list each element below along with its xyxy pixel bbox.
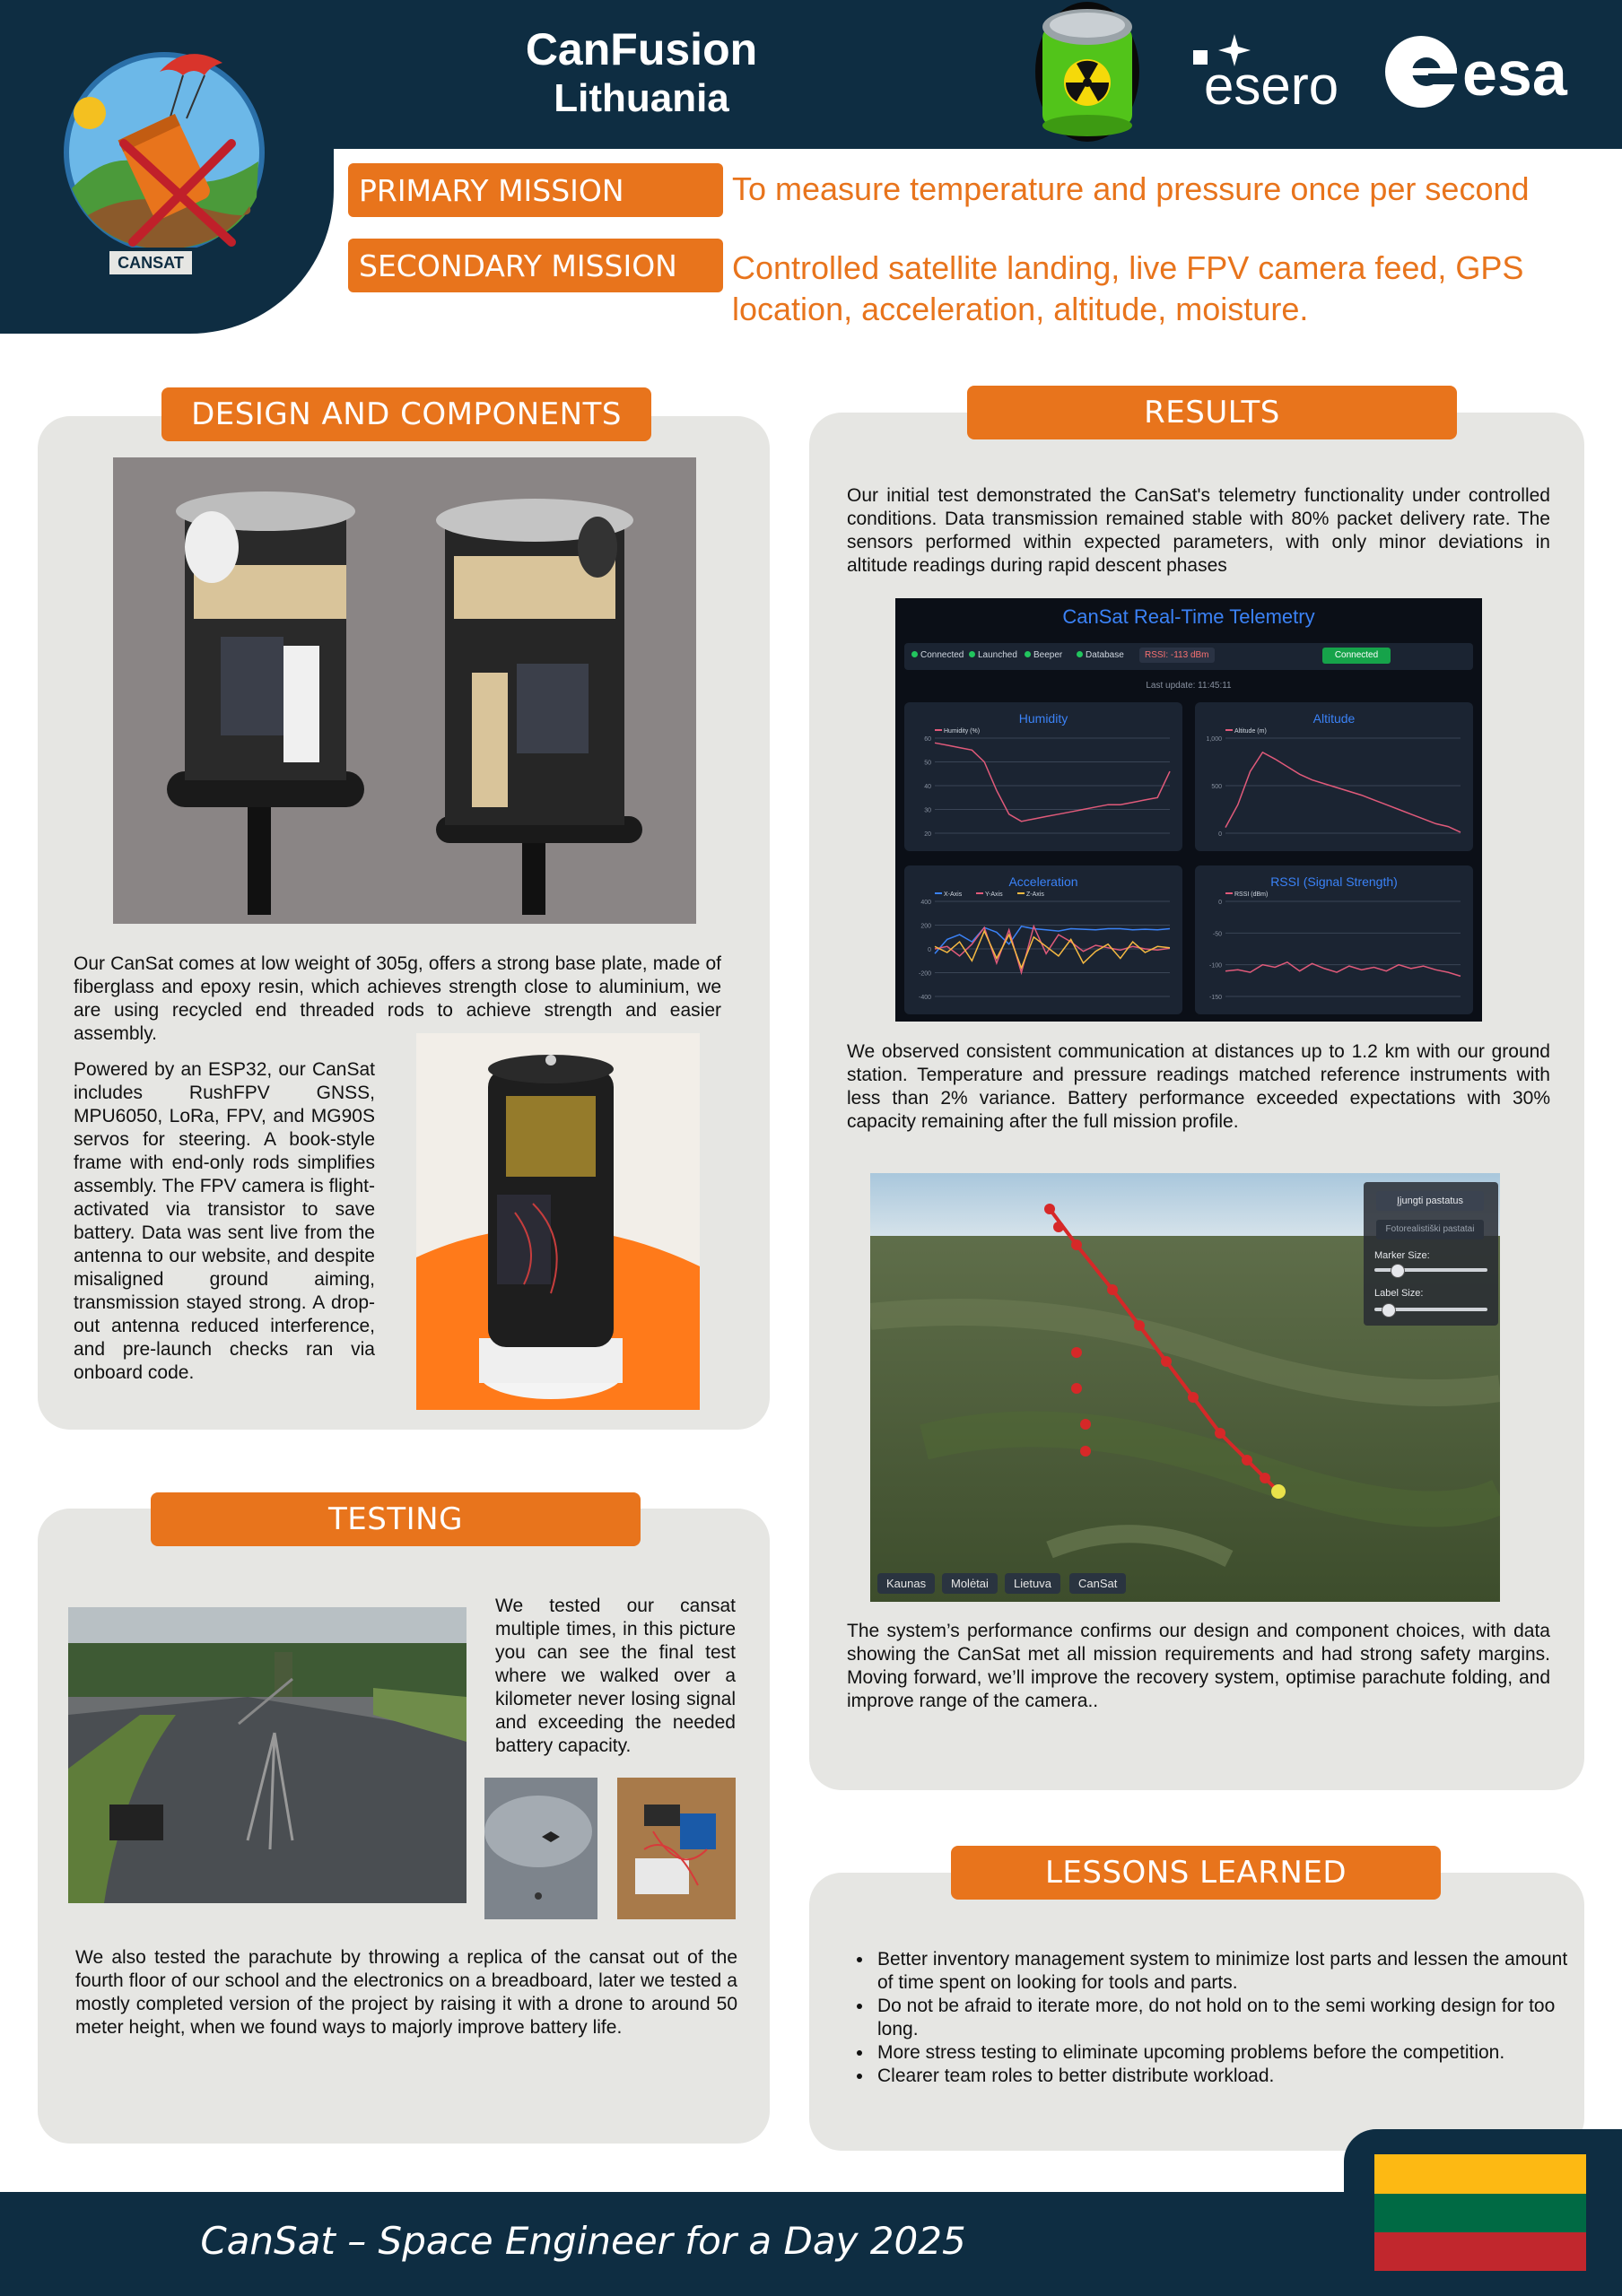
status-dot-icon [911, 651, 918, 657]
status-connected [911, 650, 964, 660]
render-left [167, 491, 364, 915]
status-launched-label: Launched [978, 650, 1017, 660]
acceleration-chart-title: Acceleration [1008, 874, 1078, 889]
title-line-2: Lithuania [554, 76, 729, 120]
flag-red-stripe [1374, 2232, 1586, 2271]
enable-buildings-button[interactable]: Įjungti pastatus [1376, 1191, 1484, 1211]
marker-size-label: Marker Size: [1374, 1250, 1430, 1261]
telemetry-dashboard [895, 598, 1482, 1022]
radioactive-can-icon [1033, 0, 1141, 144]
field-test-photo [68, 1607, 467, 1903]
label-size-slider[interactable] [1374, 1308, 1487, 1311]
humidity-chart-title: Humidity [1018, 711, 1068, 726]
map-tag-kaunas[interactable]: Kaunas [877, 1573, 935, 1594]
design-paragraph-2: Powered by an ESP32, our CanSat includes RushFPV GNSS, MPU6050, LoRa, FPV, and MG90S servos for steering. A book-style frame with end-only rods simplifies assembly. The FPV camera is flight-activated via transistor to save battery. Data was sent live from the antenna to our website, and despite misaligned ground aiming, transmission stayed strong. A drop-out antenna reduced interference, and pre-launch checks ran via onboard code. [74, 1059, 375, 1383]
y-tick-label: -100 [1208, 962, 1222, 970]
status-beeper [1025, 650, 1062, 660]
esa-logo [1382, 32, 1570, 113]
secondary-mission-line-2: location, acceleration, altitude, moisture. [732, 291, 1309, 327]
y-tick-label: -150 [1208, 995, 1222, 1001]
primary-mission-label: PRIMARY MISSION [348, 163, 723, 217]
y-tick-label: 1,000 [1206, 736, 1222, 743]
lesson-item: • Better inventory management system to minimize lost parts and lessen the amount of time spent on looking for tools and parts. [874, 1948, 1575, 1995]
status-connected-label: Connected [920, 650, 964, 660]
status-database [1077, 650, 1124, 660]
label-size-slider-thumb[interactable] [1382, 1303, 1396, 1318]
status-dot-icon [1077, 651, 1083, 657]
results-paragraph-2: We observed consistent communication at distances up to 1.2 km with our ground station. Temperature and pressure readings matched reference instruments with less than 2% variance. Battery performance exceeded expectations with 30% capacity remaining after the full mission profile. [847, 1041, 1550, 1132]
humidity-chart-card [904, 702, 1182, 851]
status-launched [969, 650, 1017, 660]
flag-green-stripe [1374, 2194, 1586, 2232]
y-tick-label: 50 [924, 760, 931, 767]
render-right [436, 499, 642, 915]
series-line [935, 926, 1170, 973]
label-size-label: Label Size: [1374, 1288, 1424, 1299]
lesson-item: • More stress testing to eliminate upcoming problems before the competition. [874, 2041, 1575, 2065]
drone-test-photo [484, 1778, 597, 1919]
lithuania-flag [1374, 2154, 1586, 2271]
cansat-assembled-photo [416, 1033, 700, 1410]
rssi-chart-title: RSSI (Signal Strength) [1270, 874, 1398, 889]
y-tick-label: -200 [918, 970, 931, 978]
primary-mission-text: To measure temperature and pressure once per second [732, 170, 1530, 207]
breadboard-test-photo [617, 1778, 736, 1919]
map-tag-moletai[interactable]: Molėtai [942, 1573, 998, 1594]
legend-label: Z-Axis [1026, 891, 1044, 898]
photorealistic-buildings-option[interactable]: Fotorealistiški pastatai [1376, 1220, 1484, 1239]
connected-button[interactable]: Connected [1322, 648, 1391, 664]
esero-logo [1191, 27, 1362, 117]
testing-paragraph-1: We tested our cansat multiple times, in this picture you can see the final test where we walked over a kilometer never losing signal and exceeding the needed battery capacity. [495, 1596, 736, 1756]
status-beeper-label: Beeper [1033, 650, 1063, 660]
cansat-logo [52, 36, 276, 287]
rssi-chart-card [1195, 865, 1473, 1014]
legend-label: X-Axis [944, 891, 963, 898]
testing-title: TESTING [151, 1492, 641, 1546]
esa-text: esa [1462, 39, 1567, 109]
rssi-readout: RSSI: -113 dBm [1139, 648, 1215, 663]
page-title [467, 23, 816, 122]
testing-paragraph-2: We also tested the parachute by throwing a replica of the cansat out of the fourth floor of our school and the electronics on a breadboard, later we tested a mostly completed version of the project by raising it with a drone to around 50 meter height, when we found ways to majorly improve battery life. [75, 1947, 737, 2038]
map-tag-cansat[interactable]: CanSat [1069, 1573, 1126, 1594]
telemetry-status-bar [904, 643, 1473, 670]
design-title: DESIGN AND COMPONENTS [161, 387, 651, 441]
y-tick-label: 400 [920, 900, 931, 906]
y-tick-label: -50 [1212, 931, 1222, 938]
y-tick-label: 500 [1211, 784, 1222, 790]
lesson-item: • Clearer team roles to better distribute workload. [874, 2065, 1575, 2088]
y-tick-label: 0 [1218, 900, 1222, 906]
telemetry-title: CanSat Real-Time Telemetry [1062, 605, 1315, 628]
acceleration-chart-card [904, 865, 1182, 1014]
series-line [1225, 752, 1461, 832]
y-tick-label: 200 [920, 923, 931, 930]
last-update: Last update: 11:45:11 [1146, 681, 1232, 691]
legend-label: Humidity (%) [944, 728, 981, 735]
lesson-item: • Do not be afraid to iterate more, do not hold on to the semi working design for too long. [874, 1995, 1575, 2041]
results-title: RESULTS [967, 386, 1457, 439]
title-line-1: CanFusion [525, 24, 758, 74]
y-tick-label: 0 [928, 947, 931, 953]
y-tick-label: 0 [1218, 831, 1222, 838]
results-paragraph-3: The system’s performance confirms our design and component choices, with data showing the CanSat met all mission requirements and had strong safety margins. Moving forward, we’ll improve the recovery system, optimise parachute folding, and improve range of the camera.. [847, 1621, 1550, 1711]
secondary-mission-text [732, 248, 1523, 330]
legend-label: Altitude (m) [1234, 728, 1267, 735]
altitude-chart-title: Altitude [1312, 711, 1356, 726]
cansat-render-image [113, 457, 696, 924]
lessons-list [849, 1948, 1575, 2088]
status-dot-icon [1025, 651, 1031, 657]
footer-text: CanSat – Space Engineer for a Day 2025 [200, 2219, 966, 2263]
flag-yellow-stripe [1374, 2154, 1586, 2194]
marker-size-slider[interactable] [1374, 1268, 1487, 1272]
series-line [935, 926, 1170, 954]
map-tag-lietuva[interactable]: Lietuva [1005, 1573, 1060, 1594]
map-control-panel [1364, 1182, 1498, 1326]
status-dot-icon [969, 651, 975, 657]
design-paragraph-1: Our CanSat comes at low weight of 305g, offers a strong base plate, made of fiberglass and epoxy resin, which achieves strength close to aluminium, we are using recycled end threaded rods to achieve strength and easier assembly. [74, 953, 721, 1044]
altitude-chart-card [1195, 702, 1473, 851]
results-paragraph-1: Our initial test demonstrated the CanSat's telemetry functionality under controlled conditions. Data transmission remained stable with 80% packet delivery rate. The sensors performed within expected parameters, with only minor deviations in altitude readings during rapid descent phases [847, 485, 1550, 576]
y-tick-label: 60 [924, 736, 931, 743]
secondary-mission-label: SECONDARY MISSION [348, 239, 723, 292]
legend-label: RSSI (dBm) [1234, 891, 1269, 898]
y-tick-label: -400 [918, 995, 931, 1001]
esero-text: esero [1204, 56, 1339, 116]
marker-size-slider-thumb[interactable] [1391, 1264, 1405, 1278]
y-tick-label: 30 [924, 807, 931, 814]
flight-path-map [870, 1173, 1500, 1602]
lessons-title: LESSONS LEARNED [951, 1846, 1441, 1900]
series-line [935, 931, 1170, 968]
y-tick-label: 20 [924, 831, 931, 838]
cansat-badge-text: CANSAT [118, 254, 184, 272]
y-tick-label: 40 [924, 784, 931, 790]
status-database-label: Database [1086, 650, 1124, 660]
series-line [1225, 962, 1461, 977]
secondary-mission-line-1: Controlled satellite landing, live FPV camera feed, GPS [732, 249, 1524, 286]
legend-label: Y-Axis [985, 891, 1003, 898]
